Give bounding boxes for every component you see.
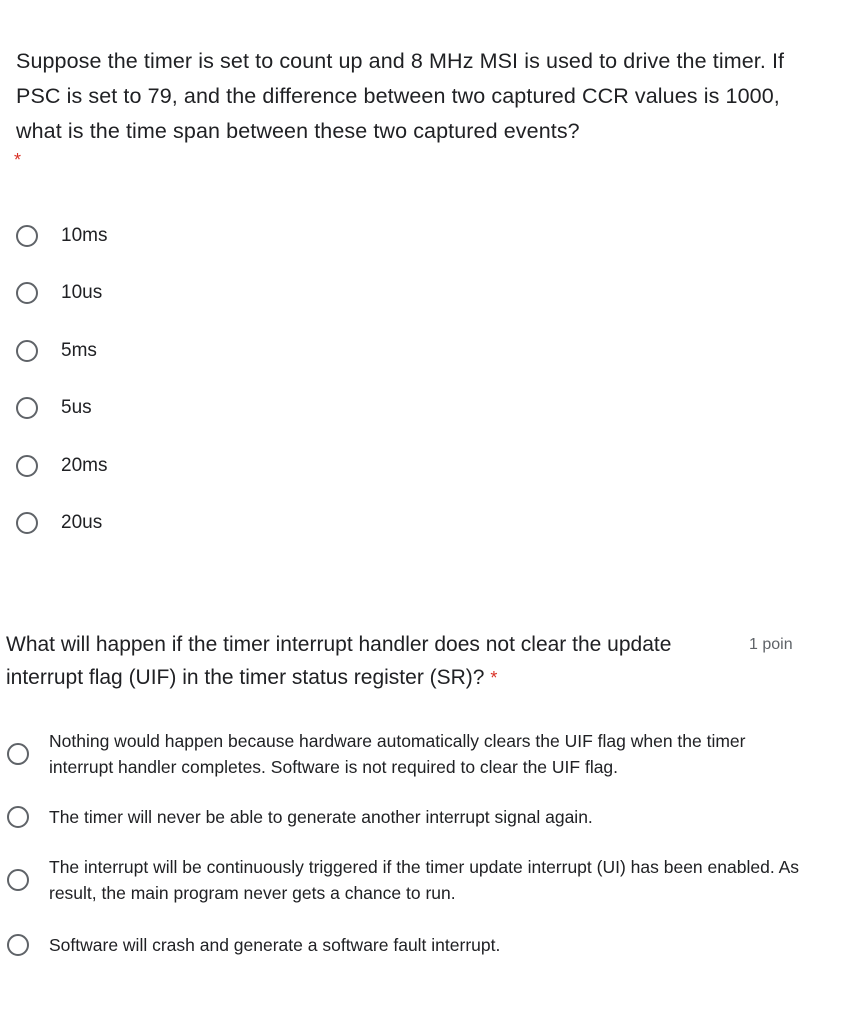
- radio-button[interactable]: [7, 743, 29, 765]
- question-2-text: [6, 628, 726, 695]
- option-label: 5ms: [61, 339, 97, 361]
- radio-button[interactable]: [16, 340, 38, 362]
- option-label: 20us: [61, 512, 103, 533]
- option-hardware-clears[interactable]: [7, 726, 807, 782]
- option-label: 20ms: [61, 454, 108, 476]
- option-label: The interrupt will be continuously triggered if the timer update interrupt (UI) has been enabled. As result, the main program never gets a chance to run.: [49, 857, 799, 903]
- option-never-interrupt[interactable]: [7, 802, 807, 832]
- option-label: 5us: [61, 397, 92, 418]
- question-2-body: What will happen if the timer interrupt handler does not clear the update interrupt flag (UIF) in the timer status register (SR)?: [6, 633, 672, 689]
- question-1-text: Suppose the timer is set to count up and 8 MHz MSI is used to drive the timer. If PSC is set to 79, and the difference between two captured CCR values is 1000, what is the time span between these two captured events?: [16, 49, 785, 143]
- radio-button[interactable]: [7, 806, 29, 828]
- question-2-options: [7, 726, 807, 960]
- option-5ms[interactable]: [16, 333, 107, 368]
- option-label: Nothing would happen because hardware automatically clears the UIF flag when the timer interrupt handler completes. Software is not required to clear the UIF flag.: [49, 731, 746, 777]
- question-1-options: [16, 218, 107, 563]
- option-label: The timer will never be able to generate another interrupt signal again.: [49, 807, 593, 827]
- radio-button[interactable]: [16, 455, 38, 477]
- question-2: [6, 628, 846, 695]
- option-10us[interactable]: [16, 276, 107, 311]
- option-5us[interactable]: [16, 391, 107, 426]
- option-20ms[interactable]: [16, 448, 107, 483]
- radio-button[interactable]: [7, 934, 29, 956]
- option-label: 10ms: [61, 224, 108, 246]
- question-1: [16, 44, 826, 149]
- points-label: 1 poin: [749, 636, 793, 653]
- option-software-crash[interactable]: [7, 930, 807, 960]
- radio-button[interactable]: [16, 225, 38, 247]
- required-marker: *: [14, 150, 22, 170]
- radio-button[interactable]: [16, 397, 38, 419]
- option-label: Software will crash and generate a software fault interrupt.: [49, 935, 501, 955]
- radio-button[interactable]: [7, 869, 29, 891]
- radio-button[interactable]: [16, 282, 38, 304]
- option-continuous-trigger[interactable]: [7, 852, 807, 908]
- option-20us[interactable]: [16, 506, 107, 541]
- option-10ms[interactable]: [16, 218, 107, 253]
- option-label: 10us: [61, 282, 103, 303]
- radio-button[interactable]: [16, 512, 38, 534]
- required-marker: *: [490, 668, 498, 688]
